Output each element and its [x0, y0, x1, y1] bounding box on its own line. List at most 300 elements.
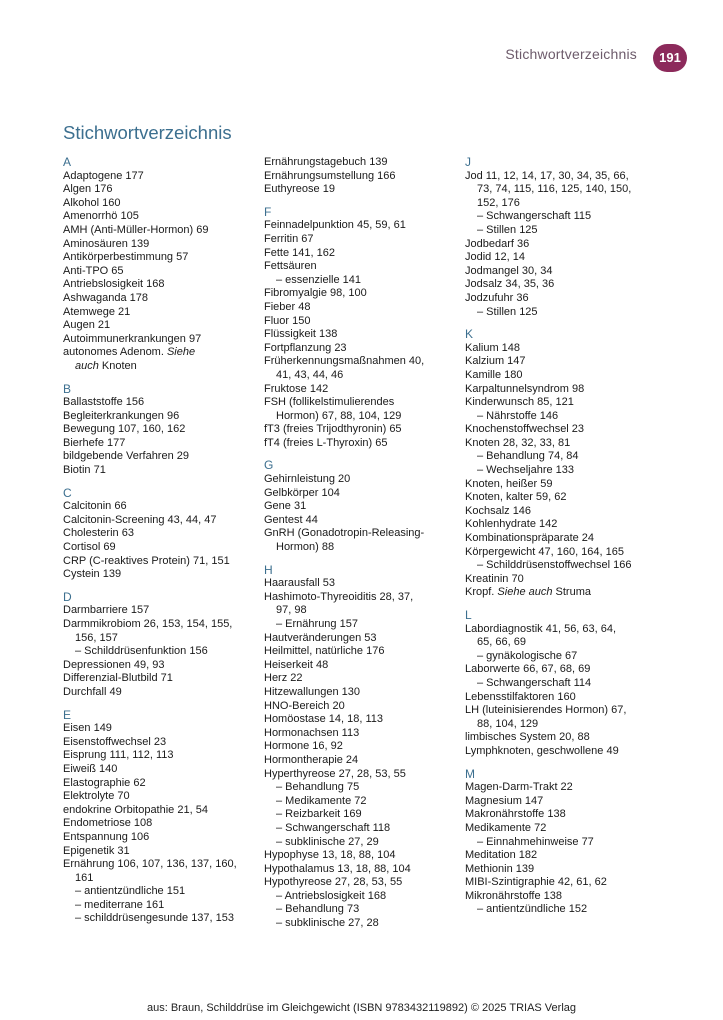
index-column-1	[63, 156, 248, 926]
entry-text: Antriebslosigkeit 168	[63, 278, 165, 291]
entry-text: CRP (C-reaktives Protein) 71, 151	[63, 554, 230, 567]
index-entry	[63, 763, 248, 777]
entry-text: – Reizbarkeit 169	[276, 808, 362, 821]
index-subentry	[465, 306, 650, 320]
entry-text: Gelbkörper 104	[264, 486, 340, 499]
entry-text: Cystein 139	[63, 568, 122, 581]
index-entry	[264, 247, 449, 261]
entry-text: Kochsalz 146	[465, 504, 532, 517]
index-entry	[63, 197, 248, 211]
index-entry	[264, 849, 449, 863]
index-entry	[264, 260, 449, 274]
entry-text: – Schwangerschaft 114	[477, 676, 592, 689]
entry-text: bildgebende Verfahren 29	[63, 450, 189, 463]
entry-text: Darmmikrobiom 26, 153, 154, 155,	[63, 618, 233, 630]
entry-text: Durchfall 49	[63, 685, 122, 698]
index-subentry	[465, 224, 650, 238]
see-reference: Siehe	[166, 346, 196, 359]
index-subentry	[264, 917, 449, 931]
entry-text: – Behandlung 75	[276, 781, 360, 794]
index-subentry	[63, 885, 248, 899]
index-entry	[264, 355, 449, 382]
index-entry	[264, 328, 449, 342]
entry-text: Homöostase 14, 18, 113	[264, 713, 384, 726]
index-subentry	[465, 464, 650, 478]
index-entry	[264, 396, 449, 423]
index-entry	[264, 287, 449, 301]
index-entry	[465, 170, 650, 211]
see-target: Knoten	[101, 359, 137, 372]
entry-text: – gynäkologische 67	[477, 649, 578, 662]
entry-text: Jodbedarf 36	[465, 237, 530, 250]
entry-continuation: 97, 98	[276, 604, 307, 617]
index-letter-heading: J	[465, 155, 471, 169]
entry-text: Heilmittel, natürliche 176	[264, 645, 385, 658]
entry-text: endokrine Orbitopathie 21, 54	[63, 803, 208, 816]
index-column-2	[264, 156, 449, 931]
entry-text: Fettsäuren	[264, 260, 317, 273]
entry-text: – mediterrane 161	[75, 898, 165, 911]
index-entry	[264, 713, 449, 727]
index-entry	[63, 251, 248, 265]
index-subentry	[63, 912, 248, 926]
index-entry	[63, 292, 248, 306]
index-entry	[465, 623, 650, 650]
entry-text: Hormone 16, 92	[264, 740, 343, 753]
index-entry	[465, 890, 650, 904]
entry-text: Hitzewallungen 130	[264, 685, 361, 698]
index-subentry	[465, 210, 650, 224]
entry-text: Fluor 150	[264, 314, 311, 327]
entry-text: Labordiagnostik 41, 56, 63, 64,	[465, 622, 617, 635]
index-subentry	[264, 903, 449, 917]
entry-text: – antientzündliche 152	[477, 903, 588, 916]
index-entry	[264, 500, 449, 514]
index-entry	[465, 238, 650, 252]
entry-text: MIBI-Szintigraphie 42, 61, 62	[465, 876, 607, 889]
index-subentry	[465, 410, 650, 424]
index-entry	[63, 618, 248, 645]
entry-text: Lymphknoten, geschwollene 49	[465, 744, 619, 757]
entry-text: Biotin 71	[63, 464, 106, 477]
entry-text: Differenzial-Blutbild 71	[63, 672, 173, 685]
entry-text: – subklinische 27, 29	[276, 835, 379, 848]
entry-text: Kohlenhydrate 142	[465, 518, 558, 531]
entry-text: Meditation 182	[465, 849, 538, 862]
entry-text: – antientzündliche 151	[75, 885, 186, 898]
entry-continuation: 88, 104, 129	[477, 717, 539, 730]
index-letter-heading: M	[465, 766, 475, 781]
entry-text: – Einnahmehinweise 77	[477, 835, 594, 848]
index-entry	[465, 781, 650, 795]
entry-text: – Stillen 125	[477, 223, 538, 236]
entry-text: Cholesterin 63	[63, 527, 134, 540]
entry-continuation: Hormon) 67, 88, 104, 129	[276, 409, 402, 422]
see-reference-cont: auch	[75, 359, 99, 372]
entry-text: Eisprung 111, 112, 113	[63, 749, 174, 762]
entry-text: Hyperthyreose 27, 28, 53, 55	[264, 767, 406, 780]
entry-text: Autoimmunerkrankungen 97	[63, 332, 202, 345]
index-entry	[465, 369, 650, 383]
entry-continuation: 41, 43, 44, 46	[276, 368, 344, 381]
index-subentry	[264, 781, 449, 795]
index-entry	[63, 568, 248, 582]
index-entry	[465, 532, 650, 546]
index-entry	[63, 210, 248, 224]
index-subentry	[63, 645, 248, 659]
index-subentry	[264, 836, 449, 850]
index-entry	[465, 478, 650, 492]
entry-text: Kreatinin 70	[465, 572, 524, 585]
entry-text: Magen-Darm-Trakt 22	[465, 781, 573, 794]
index-entry	[63, 224, 248, 238]
index-letter-heading: D	[63, 589, 72, 604]
page-number-badge: 191	[653, 44, 687, 72]
index-subentry	[465, 650, 650, 664]
index-entry	[465, 518, 650, 532]
entry-text: Kalium 148	[465, 341, 521, 354]
index-entry	[465, 863, 650, 877]
entry-text: Kombinationspräparate 24	[465, 532, 595, 545]
entry-text: Heiserkeit 48	[264, 658, 329, 671]
index-entry	[264, 863, 449, 877]
index-entry	[63, 777, 248, 791]
index-entry	[264, 632, 449, 646]
index-entry	[264, 686, 449, 700]
entry-text: Ernährungstagebuch 139	[264, 156, 388, 168]
index-letter-heading: A	[63, 155, 72, 169]
entry-text: Hormontherapie 24	[264, 753, 359, 766]
entry-text: Gene 31	[264, 500, 307, 513]
index-entry	[465, 745, 650, 759]
index-entry	[465, 663, 650, 677]
entry-text: FSH (follikelstimulierendes	[264, 396, 395, 409]
entry-text: – Stillen 125	[477, 305, 538, 318]
entry-text: Magnesium 147	[465, 794, 544, 807]
entry-text: – subklinische 27, 28	[276, 917, 379, 930]
index-entry	[264, 740, 449, 754]
entry-text: Knoten, heißer 59	[465, 477, 553, 490]
index-entry	[63, 278, 248, 292]
entry-continuation: 73, 74, 115, 116, 125, 140, 150,	[477, 183, 632, 196]
entry-text: Jodsalz 34, 35, 36	[465, 278, 555, 291]
entry-text: Laborwerte 66, 67, 68, 69	[465, 663, 591, 676]
index-letter-heading: G	[264, 458, 274, 473]
index-entry	[264, 383, 449, 397]
entry-continuation: Hormon) 88	[276, 541, 335, 554]
entry-text: – Nährstoffe 146	[477, 409, 559, 422]
entry-text: Makronährstoffe 138	[465, 808, 566, 821]
entry-text: Lebensstilfaktoren 160	[465, 690, 576, 703]
index-entry	[264, 233, 449, 247]
index-entry	[264, 487, 449, 501]
entry-text: Hypothalamus 13, 18, 88, 104	[264, 862, 411, 875]
entry-text: Kamille 180	[465, 368, 523, 381]
index-entry	[63, 604, 248, 618]
index-entry	[63, 817, 248, 831]
entry-text: Algen 176	[63, 183, 113, 196]
index-entry	[63, 396, 248, 410]
entry-text: Atemwege 21	[63, 305, 131, 318]
entry-text: Hautveränderungen 53	[264, 631, 377, 644]
entry-text: Hypothyreose 27, 28, 53, 55	[264, 876, 403, 889]
entry-text: Entspannung 106	[63, 830, 150, 843]
index-entry	[264, 672, 449, 686]
entry-text: Medikamente 72	[465, 821, 547, 834]
entry-text: Ernährungsumstellung 166	[264, 169, 396, 182]
entry-text: Jodmangel 30, 34	[465, 264, 553, 277]
entry-text: Hashimoto-Thyreoiditis 28, 37,	[264, 590, 414, 603]
entry-text: Aminosäuren 139	[63, 237, 150, 250]
index-entry	[63, 238, 248, 252]
index-subentry	[264, 274, 449, 288]
index-entry	[465, 278, 650, 292]
index-entry	[63, 319, 248, 333]
index-entry	[264, 754, 449, 768]
index-entry	[465, 691, 650, 705]
index-entry	[264, 514, 449, 528]
index-entry	[465, 423, 650, 437]
entry-text: limbisches System 20, 88	[465, 731, 590, 744]
index-entry	[63, 333, 248, 347]
entry-text: Flüssigkeit 138	[264, 328, 338, 341]
entry-text: Fette 141, 162	[264, 246, 335, 259]
index-entry	[264, 700, 449, 714]
index-entry	[465, 849, 650, 863]
entry-text: Bierhefe 177	[63, 436, 126, 449]
entry-text: Hormonachsen 113	[264, 726, 360, 739]
index-entry	[264, 315, 449, 329]
index-entry	[264, 727, 449, 741]
entry-text: Knochenstoffwechsel 23	[465, 423, 585, 436]
index-entry	[63, 541, 248, 555]
entry-text: Körpergewicht 47, 160, 164, 165	[465, 545, 625, 558]
entry-text: Elektrolyte 70	[63, 790, 130, 803]
index-entry	[465, 546, 650, 560]
index-entry	[465, 355, 650, 369]
index-entry	[264, 473, 449, 487]
index-entry	[264, 527, 449, 554]
see-reference: Siehe auch	[497, 586, 553, 599]
index-subentry	[264, 890, 449, 904]
entry-text: Feinnadelpunktion 45, 59, 61	[264, 219, 406, 232]
index-entry	[465, 292, 650, 306]
entry-text: Alkohol 160	[63, 196, 121, 209]
entry-text: Früherkennungsmaßnahmen 40,	[264, 355, 425, 368]
index-subentry	[264, 795, 449, 809]
entry-text: – Schwangerschaft 118	[276, 821, 391, 834]
entry-text: Hypophyse 13, 18, 88, 104	[264, 849, 396, 862]
entry-text: Amenorrhö 105	[63, 210, 139, 223]
entry-text: Calcitonin 66	[63, 500, 127, 513]
entry-text: Ernährung 106, 107, 136, 137, 160,	[63, 858, 237, 871]
index-entry	[63, 450, 248, 464]
entry-text: Begleiterkrankungen 96	[63, 409, 180, 422]
entry-text: Knoten 28, 32, 33, 81	[465, 436, 571, 449]
entry-text: Fruktose 142	[264, 382, 329, 395]
entry-text: Jodid 12, 14	[465, 251, 525, 264]
index-entry	[63, 437, 248, 451]
entry-text: Ballaststoffe 156	[63, 396, 145, 409]
index-entry	[465, 396, 650, 410]
index-entry	[63, 423, 248, 437]
index-entry	[465, 383, 650, 397]
index-letter-heading: C	[63, 485, 72, 500]
entry-text: Euthyreose 19	[264, 183, 335, 196]
index-entry	[264, 183, 449, 197]
entry-text: Bewegung 107, 160, 162	[63, 423, 186, 436]
index-entry	[465, 876, 650, 890]
index-entry	[63, 749, 248, 763]
index-letter-heading: F	[264, 204, 272, 219]
entry-text: Knoten, kalter 59, 62	[465, 491, 567, 504]
entry-text: Cortisol 69	[63, 541, 116, 554]
entry-text: – Schilddrüsenfunktion 156	[75, 645, 208, 658]
index-subentry	[465, 836, 650, 850]
entry-text: Eisen 149	[63, 722, 112, 735]
index-entry	[264, 170, 449, 184]
footer-credit: aus: Braun, Schilddrüse im Gleichgewicht (ISBN 9783432119892) © 2025 TRIAS Verlag	[147, 1002, 576, 1014]
index-entry	[465, 795, 650, 809]
index-entry	[63, 804, 248, 818]
entry-text: Kropf.	[465, 586, 495, 599]
entry-text: Endometriose 108	[63, 817, 153, 830]
index-entry	[63, 672, 248, 686]
index-entry	[63, 346, 248, 373]
index-letter-heading: H	[264, 562, 273, 577]
index-entry	[465, 822, 650, 836]
index-entry	[264, 301, 449, 315]
entry-text: Haarausfall 53	[264, 577, 335, 590]
index-subentry	[63, 899, 248, 913]
index-entry	[63, 790, 248, 804]
entry-text: Antikörperbestimmung 57	[63, 251, 189, 264]
entry-text: Gehirnleistung 20	[264, 473, 351, 486]
entry-text: – Behandlung 73	[276, 903, 360, 916]
index-entry	[63, 686, 248, 700]
index-letter-heading: B	[63, 381, 72, 396]
entry-text: – Medikamente 72	[276, 794, 367, 807]
index-entry	[63, 265, 248, 279]
entry-text: – Ernährung 157	[276, 618, 358, 630]
index-subentry	[465, 903, 650, 917]
entry-text: Epigenetik 31	[63, 844, 130, 857]
entry-text: Methionin 139	[465, 862, 535, 875]
index-entry	[465, 251, 650, 265]
index-entry	[63, 410, 248, 424]
running-title: Stichwortverzeichnis	[505, 46, 637, 62]
index-subentry	[264, 822, 449, 836]
index-letter-heading: K	[465, 327, 474, 342]
index-entry	[63, 722, 248, 736]
entry-text: AMH (Anti-Müller-Hormon) 69	[63, 223, 209, 236]
page-title: Stichwortverzeichnis	[63, 122, 232, 143]
index-subentry	[465, 559, 650, 573]
index-entry	[264, 423, 449, 437]
index-subentry	[264, 618, 449, 632]
entry-text: Herz 22	[264, 672, 303, 685]
index-entry	[465, 342, 650, 356]
index-entry	[465, 731, 650, 745]
entry-text: Jodzufuhr 36	[465, 291, 529, 304]
index-entry	[465, 586, 650, 600]
index-letter-heading: L	[465, 608, 472, 622]
index-entry	[264, 768, 449, 782]
index-column-3	[465, 156, 650, 917]
index-entry	[63, 858, 248, 885]
entry-text: Augen 21	[63, 319, 111, 332]
entry-text: – Schilddrüsenstoffwechsel 166	[477, 559, 632, 572]
index-entry	[264, 659, 449, 673]
index-entry	[465, 437, 650, 451]
entry-text: Kinderwunsch 85, 121	[465, 396, 574, 409]
entry-text: Elastographie 62	[63, 776, 146, 789]
index-entry	[264, 219, 449, 233]
index-entry	[63, 500, 248, 514]
index-entry	[465, 505, 650, 519]
entry-text: – Schwangerschaft 115	[477, 210, 592, 223]
entry-continuation: 161	[75, 871, 94, 884]
entry-text: Calcitonin-Screening 43, 44, 47	[63, 513, 217, 526]
see-target: Struma	[555, 586, 591, 599]
index-entry	[63, 527, 248, 541]
entry-text: HNO-Bereich 20	[264, 699, 345, 712]
entry-text: fT4 (freies L-Thyroxin) 65	[264, 436, 388, 449]
index-subentry	[465, 450, 650, 464]
index-entry	[63, 736, 248, 750]
entry-text: – Antriebslosigkeit 168	[276, 889, 387, 902]
entry-text: – essenzielle 141	[276, 273, 362, 286]
entry-text: Eisenstoffwechsel 23	[63, 735, 167, 748]
entry-text: fT3 (freies Trijodthyronin) 65	[264, 423, 402, 436]
index-entry	[264, 156, 449, 170]
entry-text: – schilddrüsengesunde 137, 153	[75, 912, 235, 925]
entry-text: Anti-TPO 65	[63, 264, 124, 277]
entry-text: Adaptogene 177	[63, 169, 144, 182]
entry-text: – Behandlung 74, 84	[477, 450, 579, 463]
index-entry	[264, 342, 449, 356]
entry-text: autonomes Adenom.	[63, 346, 164, 359]
entry-text: Fieber 48	[264, 300, 311, 313]
entry-text: Karpaltunnelsyndrom 98	[465, 382, 585, 395]
index-entry	[63, 659, 248, 673]
index-entry	[63, 845, 248, 859]
index-entry	[63, 555, 248, 569]
index-entry	[63, 831, 248, 845]
index-entry	[63, 464, 248, 478]
entry-continuation	[63, 360, 248, 374]
entry-continuation: 65, 66, 69	[477, 636, 526, 649]
index-entry	[63, 170, 248, 184]
entry-text: Gentest 44	[264, 513, 318, 526]
index-entry	[264, 645, 449, 659]
index-entry	[465, 704, 650, 731]
index-entry	[63, 183, 248, 197]
entry-text: Ferritin 67	[264, 232, 314, 245]
index-letter-heading: E	[63, 707, 72, 722]
entry-text: Fortpflanzung 23	[264, 341, 347, 354]
entry-text: Fibromyalgie 98, 100	[264, 287, 367, 300]
entry-text: Darmbarriere 157	[63, 604, 150, 617]
entry-text: GnRH (Gonadotropin-Releasing-	[264, 527, 425, 540]
index-entry	[63, 514, 248, 528]
entry-text: Jod 11, 12, 14, 17, 30, 34, 35, 66,	[465, 169, 629, 182]
entry-text: Eiweiß 140	[63, 762, 118, 775]
index-subentry	[465, 677, 650, 691]
entry-text: LH (luteinisierendes Hormon) 67,	[465, 704, 627, 717]
entry-continuation: 152, 176	[477, 196, 520, 209]
index-entry	[264, 591, 449, 618]
